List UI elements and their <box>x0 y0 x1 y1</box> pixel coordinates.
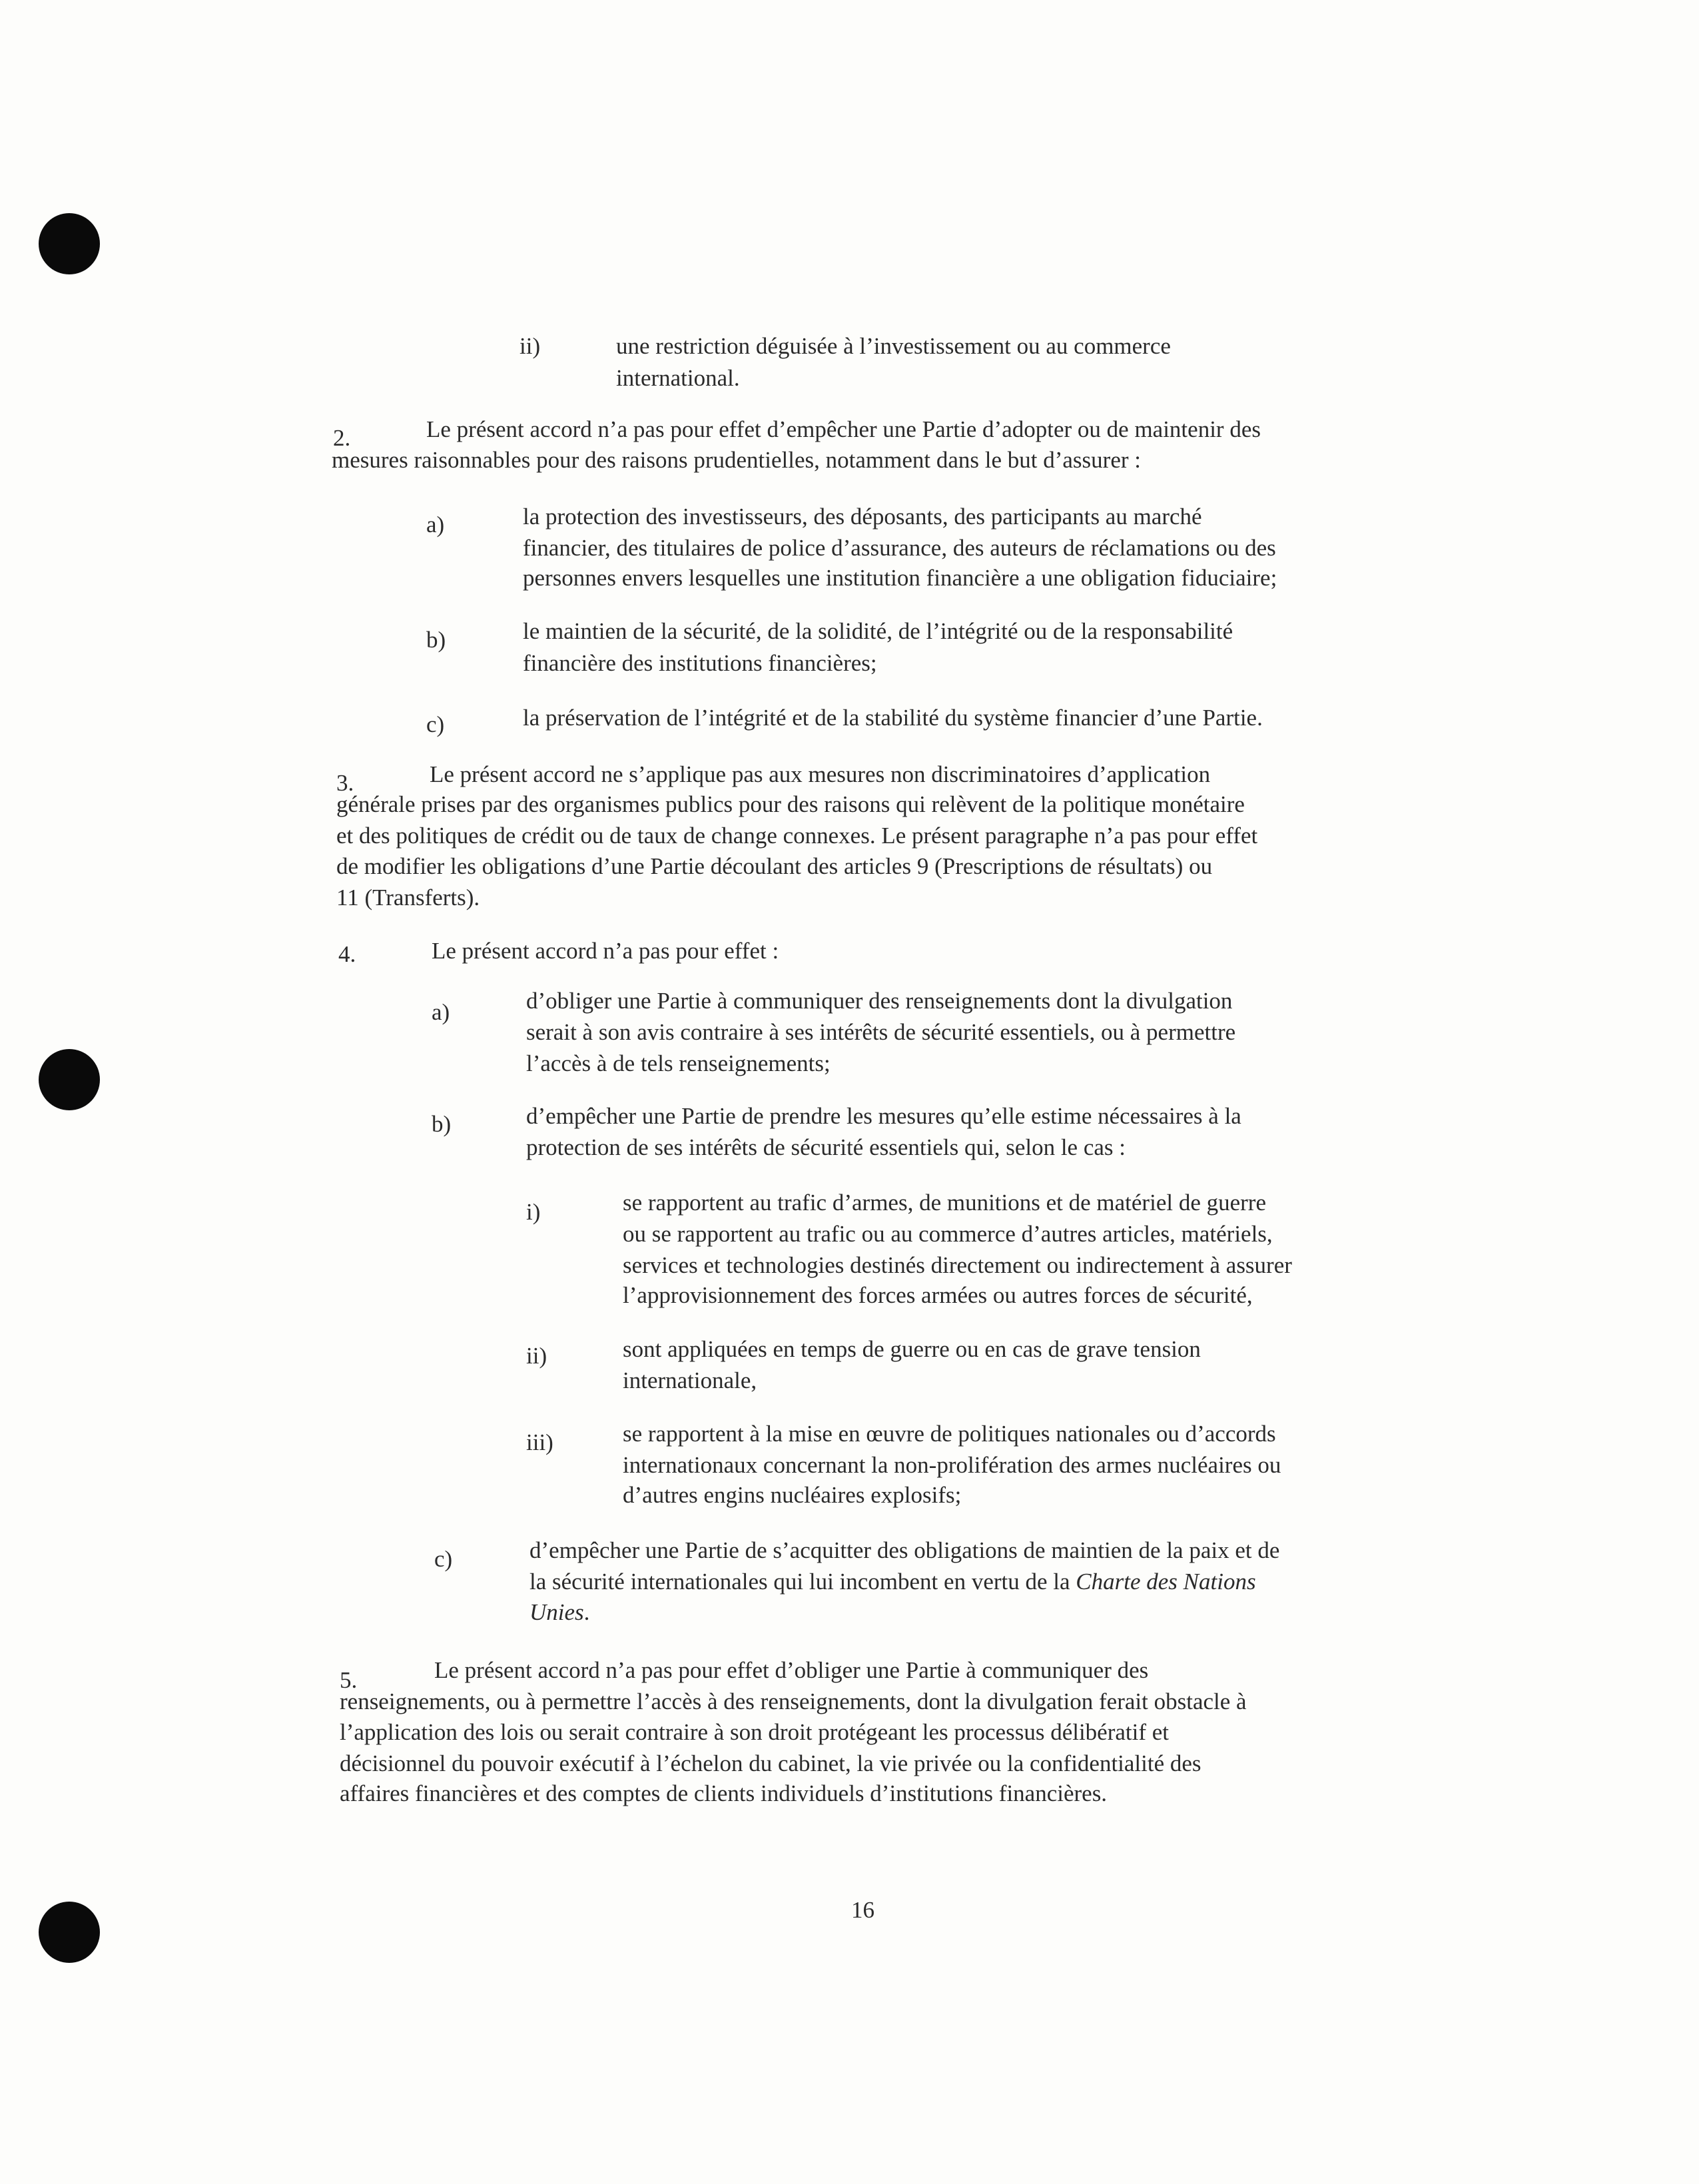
text-line: générale prises par des organismes publics pour des raisons qui relèvent de la politique monétaire <box>336 791 1245 817</box>
text-line: international. <box>616 365 740 391</box>
text-line: Le présent accord n’a pas pour effet d’empêcher une Partie d’adopter ou de maintenir des <box>426 416 1261 442</box>
text-line: d’autres engins nucléaires explosifs; <box>623 1482 962 1508</box>
text-line <box>529 1597 589 1628</box>
paragraph-number: 4. <box>338 941 356 967</box>
text-line: Le présent accord ne s’applique pas aux mesures non discriminatoires d’application <box>430 761 1211 787</box>
text-line: décisionnel du pouvoir exécutif à l’échelon du cabinet, la vie privée ou la confidentialité des <box>340 1750 1201 1776</box>
text-line: l’application des lois ou serait contraire à son droit protégeant les processus délibératif et <box>340 1719 1170 1745</box>
text-line: financier, des titulaires de police d’assurance, des auteurs de réclamations ou des <box>523 535 1276 561</box>
text-line: Le présent accord n’a pas pour effet d’obliger une Partie à communiquer des <box>434 1657 1149 1683</box>
paragraph-number: 3. <box>336 770 354 796</box>
text-line: de modifier les obligations d’une Partie découlant des articles 9 (Prescriptions de résultats) ou <box>336 853 1213 879</box>
text-line: d’empêcher une Partie de prendre les mesures qu’elle estime nécessaires à la <box>526 1103 1241 1129</box>
text-line: ou se rapportent au trafic ou au commerce d’autres articles, matériels, <box>623 1221 1273 1247</box>
item-label: a) <box>426 512 445 538</box>
text-line: internationale, <box>623 1367 757 1393</box>
text-line: une restriction déguisée à l’investissement ou au commerce <box>616 333 1171 359</box>
text-line: internationaux concernant la non-prolifération des armes nucléaires ou <box>623 1452 1281 1478</box>
italic-title: Charte des Nations <box>1076 1569 1256 1595</box>
item-label: c) <box>426 711 445 737</box>
binder-hole <box>39 1049 100 1110</box>
text-line: protection de ses intérêts de sécurité essentiels qui, selon le cas : <box>526 1134 1126 1160</box>
paragraph-number: 2. <box>333 425 351 451</box>
item-label: b) <box>432 1111 452 1137</box>
text-line: services et technologies destinés directement ou indirectement à assurer <box>623 1252 1292 1278</box>
text-line: d’obliger une Partie à communiquer des renseignements dont la divulgation <box>526 988 1233 1014</box>
text-fragment: . <box>583 1599 590 1625</box>
item-label: i) <box>526 1199 541 1225</box>
item-label: ii) <box>526 1343 547 1369</box>
text-line: mesures raisonnables pour des raisons prudentielles, notamment dans le but d’assurer : <box>332 447 1141 473</box>
text-line: se rapportent au trafic d’armes, de munitions et de matériel de guerre <box>623 1190 1266 1216</box>
text-line: d’empêcher une Partie de s’acquitter des obligations de maintien de la paix et de <box>529 1537 1280 1563</box>
text-line: serait à son avis contraire à ses intérêts de sécurité essentiels, ou à permettre <box>526 1019 1236 1045</box>
text-line: sont appliquées en temps de guerre ou en cas de grave tension <box>623 1336 1201 1362</box>
item-label: a) <box>432 999 450 1025</box>
text-fragment: la sécurité internationales qui lui incombent en vertu de la <box>529 1569 1076 1595</box>
text-line: Le présent accord n’a pas pour effet : <box>432 938 779 964</box>
item-label: c) <box>434 1546 453 1572</box>
text-line: renseignements, ou à permettre l’accès à des renseignements, dont la divulgation ferait obstacle à <box>340 1688 1247 1714</box>
item-label: b) <box>426 627 446 653</box>
binder-hole <box>39 213 100 274</box>
text-line: se rapportent à la mise en œuvre de politiques nationales ou d’accords <box>623 1421 1276 1447</box>
paragraph-number: 5. <box>340 1667 358 1693</box>
binder-hole <box>39 1902 100 1963</box>
item-label: ii) <box>519 333 541 359</box>
text-line: le maintien de la sécurité, de la solidité, de l’intégrité ou de la responsabilité <box>523 618 1233 644</box>
text-line: la préservation de l’intégrité et de la stabilité du système financier d’une Partie. <box>523 705 1263 731</box>
text-line: et des politiques de crédit ou de taux de change connexes. Le présent paragraphe n’a pas pour effet <box>336 823 1258 849</box>
text-line: financière des institutions financières; <box>523 650 877 676</box>
item-label: iii) <box>526 1429 553 1455</box>
text-line: la protection des investisseurs, des déposants, des participants au marché <box>523 504 1202 530</box>
page-number: 16 <box>851 1897 874 1923</box>
text-line: personnes envers lesquelles une institution financière a une obligation fiduciaire; <box>523 565 1277 591</box>
text-line <box>529 1567 1256 1597</box>
text-line: 11 (Transferts). <box>336 885 480 910</box>
text-line: l’accès à de tels renseignements; <box>526 1050 831 1076</box>
text-line: l’approvisionnement des forces armées ou autres forces de sécurité, <box>623 1282 1253 1308</box>
italic-title: Unies <box>529 1599 584 1625</box>
text-line: affaires financières et des comptes de clients individuels d’institutions financières. <box>340 1780 1108 1806</box>
